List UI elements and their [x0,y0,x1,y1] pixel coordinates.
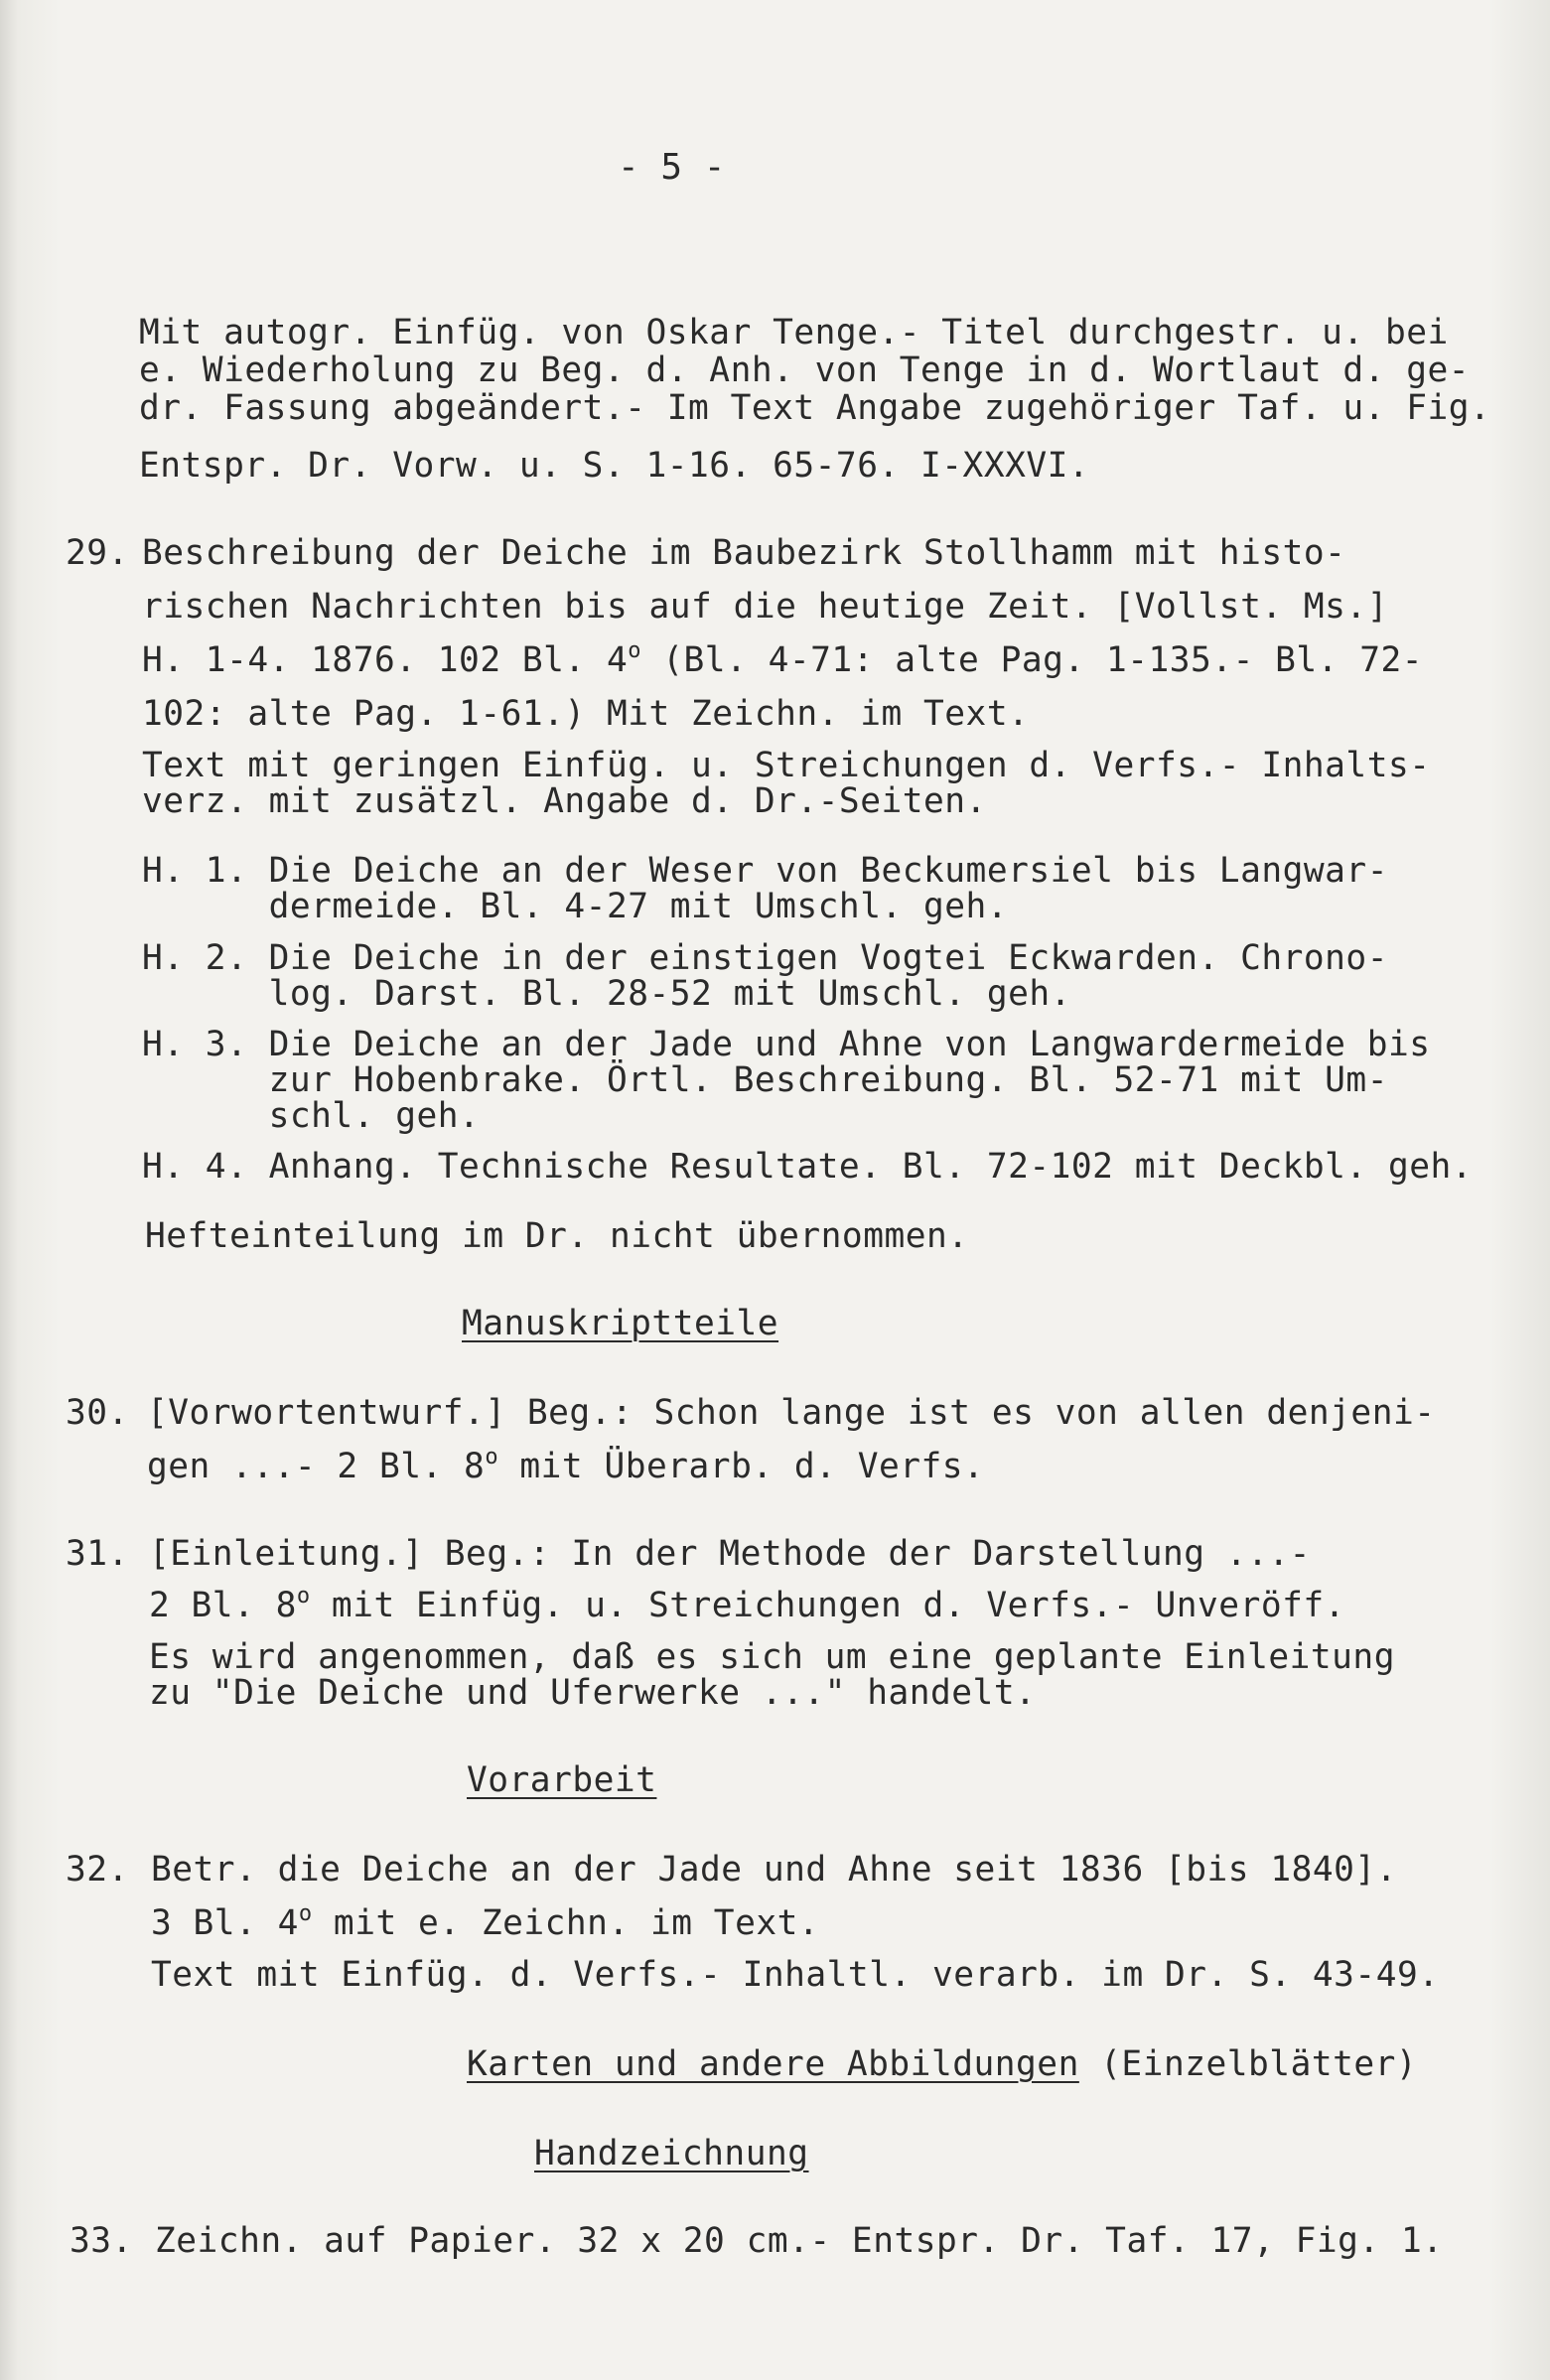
entry-29-h1-line-1: H. 1. Die Deiche an der Weser von Beckumersiel bis Langwar- [142,851,1388,891]
intro-line-1: Mit autogr. Einfüg. von Oskar Tenge.- Titel durchgestr. u. bei [139,313,1449,352]
entry-29-number: 29. [66,533,129,573]
entry-30-number: 30. [66,1393,129,1433]
entry-33-line-1: Zeichn. auf Papier. 32 x 20 cm.- Entspr. Dr. Taf. 17, Fig. 1. [155,2221,1444,2261]
entry-29-h2-line-2: log. Darst. Bl. 28-52 mit Umschl. geh. [142,974,1071,1014]
entry-29-h2-line-1: H. 2. Die Deiche in der einstigen Vogtei Eckwarden. Chrono- [142,938,1388,978]
entry-29-h3-line-3: schl. geh. [142,1096,481,1136]
intro-line-3: dr. Fassung abgeändert.- Im Text Angabe zugehöriger Taf. u. Fig. [139,388,1491,428]
page-number: - 5 - [618,147,726,188]
entry-29-line-5: Text mit geringen Einfüg. u. Streichungen d. Verfs.- Inhalts- [142,746,1431,785]
entry-29-h3-line-2: zur Hobenbrake. Örtl. Beschreibung. Bl. 52-71 mit Um- [142,1060,1388,1100]
entry-31-line-2: 2 Bl. 8$^o$ mit Einfüg. u. Streichungen d. Verfs.- Unveröff. [149,1584,1345,1625]
entry-31-line-4: zu "Die Deiche und Uferwerke ..." handelt. [149,1673,1037,1713]
entry-32-line-1: Betr. die Deiche an der Jade und Ahne seit 1836 [bis 1840]. [151,1850,1397,1890]
entry-29-h4-line: H. 4. Anhang. Technische Resultate. Bl. 72-102 mit Deckbl. geh. [142,1147,1474,1187]
entry-29-h3-line-1: H. 3. Die Deiche an der Jade und Ahne von Langwardermeide bis [142,1025,1431,1064]
entry-30-line-1: [Vorwortentwurf.] Beg.: Schon lange ist es von allen denjeni- [147,1393,1436,1433]
section-heading-karten: Karten und andere Abbildungen (Einzelblätter) [467,2044,1418,2084]
entry-33-number: 33. [70,2221,133,2261]
entry-29-h1-line-2: dermeide. Bl. 4-27 mit Umschl. geh. [142,887,1009,926]
entry-31-line-3: Es wird angenommen, daß es sich um eine geplante Einleitung [149,1637,1395,1677]
entry-32-line-3: Text mit Einfüg. d. Verfs.- Inhaltl. verarb. im Dr. S. 43-49. [151,1955,1440,1995]
section-heading-handzeichnung: Handzeichnung [534,2134,809,2173]
entry-29-line-3: H. 1-4. 1876. 102 Bl. 4$^o$ (Bl. 4-71: alte Pag. 1-135.- Bl. 72- [142,638,1424,680]
entry-29-line-2: rischen Nachrichten bis auf die heutige Zeit. [Vollst. Ms.] [142,587,1388,627]
intro-line-4: Entspr. Dr. Vorw. u. S. 1-16. 65-76. I-XXXVI. [139,446,1090,486]
entry-31-number: 31. [66,1534,129,1574]
entry-32-number: 32. [66,1850,129,1890]
intro-line-2: e. Wiederholung zu Beg. d. Anh. von Tenge in d. Wortlaut d. ge- [139,350,1471,390]
entry-32-line-2: 3 Bl. 4$^o$ mit e. Zeichn. im Text. [151,1901,820,1943]
entry-29-line-4: 102: alte Pag. 1-61.) Mit Zeichn. im Text. [142,694,1030,734]
entry-29-line-6: verz. mit zusätzl. Angabe d. Dr.-Seiten. [142,781,987,821]
entry-29-line-1: Beschreibung der Deiche im Baubezirk Stollhamm mit histo- [142,533,1346,573]
entry-31-line-1: [Einleitung.] Beg.: In der Methode der Darstellung ...- [149,1534,1311,1574]
section-heading-manuskriptteile: Manuskriptteile [462,1304,779,1343]
entry-30-line-2: gen ...- 2 Bl. 8$^o$ mit Überarb. d. Verfs. [147,1445,985,1486]
section-heading-vorarbeit: Vorarbeit [467,1760,657,1800]
entry-29-note: Hefteinteilung im Dr. nicht übernommen. [145,1216,969,1256]
